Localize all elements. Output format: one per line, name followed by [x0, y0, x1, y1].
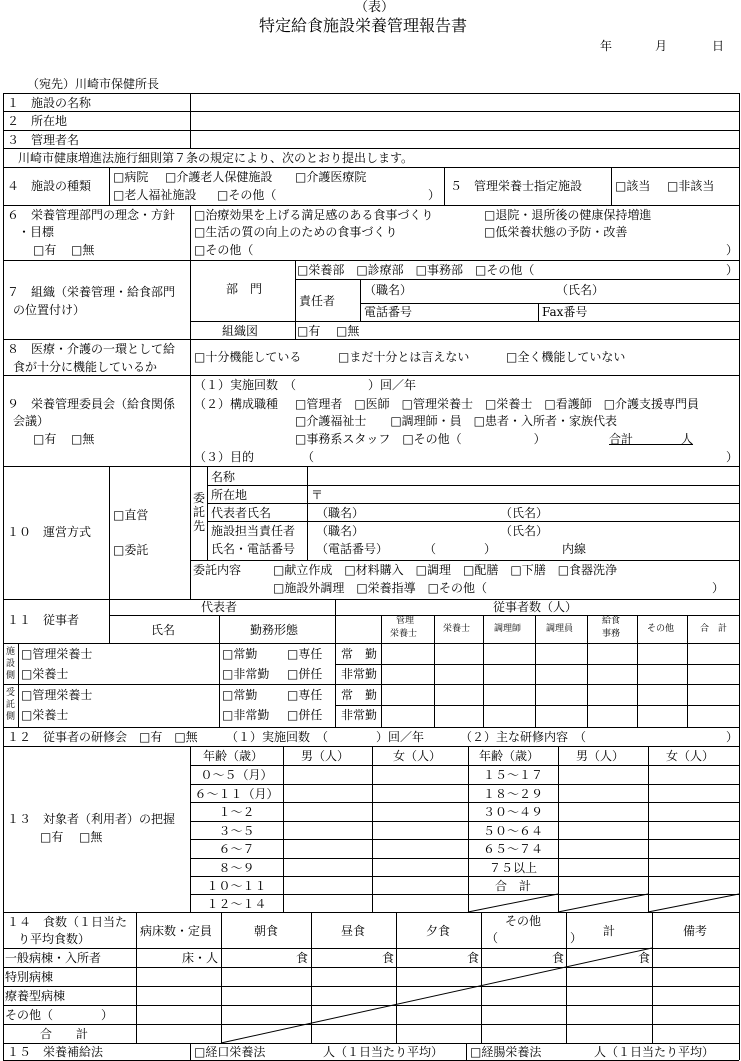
philosophy-opt-other[interactable]: □その他（	[194, 243, 254, 257]
facility-type-other-close: ）	[428, 188, 441, 202]
beds-unit: 床・人	[182, 951, 219, 965]
breakfast-header: 朝食	[254, 924, 279, 938]
committee-label: ９ 栄養管理委員会（給食関係	[7, 397, 176, 411]
meals-label: １４ 食数（１日当た	[7, 915, 128, 929]
dinner-unit: 食	[467, 951, 480, 965]
age-row: １０～１１	[206, 879, 267, 893]
philosophy-other-close: ）	[726, 243, 739, 257]
operation-direct[interactable]: □直営	[113, 508, 149, 522]
facility-rd-check[interactable]: □管理栄養士	[21, 647, 93, 661]
oral-nutrition-check[interactable]: □経口栄養法	[194, 1045, 266, 1059]
nutrition-method-label: １５ 栄養補給法	[7, 1045, 104, 1059]
staff-count-header: 従事者数（人）	[493, 600, 578, 614]
committee-yes[interactable]: □有	[33, 432, 57, 446]
contract-side-2: 託	[6, 700, 16, 710]
functioning-label-2: 食が十分に機能しているか	[13, 360, 158, 374]
meal-row-longterm: 療養型病棟	[5, 989, 66, 1003]
organization-label: ７ 組織（栄養管理・給食部門	[7, 285, 176, 299]
age-row: ０～５（月）	[200, 768, 273, 782]
enteral-nutrition-check[interactable]: □経腸栄養法	[470, 1045, 542, 1059]
users-no[interactable]: □無	[79, 830, 103, 844]
contractor-person-label-2: 氏名・電話番号	[211, 542, 296, 556]
contract-side-1: 受	[6, 688, 16, 698]
meal-row-other: その他（ ）	[5, 1008, 114, 1022]
training-count: （１）実施回数 （ ）回／年	[226, 730, 425, 744]
col-serve-1: 給食	[602, 616, 621, 626]
committee-purpose-label: （３）目的	[194, 450, 255, 464]
staff-form-col: 勤務形態	[250, 623, 299, 637]
org-chart-label: 組織図	[222, 324, 259, 338]
administrator-field[interactable]	[193, 132, 737, 147]
sum-unit: 食	[638, 951, 651, 965]
date-month-label: 月	[655, 39, 668, 53]
contractor-rep-name: （氏名）	[500, 506, 549, 520]
contractor-person-title: （職名）	[316, 524, 365, 538]
meal-row-general: 一般病棟・入所者	[5, 951, 102, 965]
address-field[interactable]	[193, 113, 737, 128]
committee-purpose-open: （	[302, 450, 315, 464]
contract-fulltime-row: 常 勤	[341, 688, 378, 702]
training-content-close: ）	[726, 730, 739, 744]
contractor-address-label: 所在地	[211, 488, 248, 502]
manager-fax-label: Fax番号	[542, 305, 588, 319]
facility-dedicated-check[interactable]: □専任	[287, 647, 323, 661]
oral-nutrition-unit: 人（１日当たり平均）	[323, 1045, 444, 1059]
page-title: 特定給食施設栄養管理報告書	[259, 16, 468, 35]
philosophy-opt-qol[interactable]: □生活の質の向上のための食事づくり	[194, 225, 398, 239]
facility-type-other[interactable]: □その他（	[217, 188, 277, 202]
committee-members-row2[interactable]: □介護福祉士 □調理師・員 □患者・入所者・家族代表	[295, 414, 618, 428]
training-label[interactable]: １２ 従事者の研修会 □有 □無	[7, 730, 198, 744]
meal-row-special: 特別病棟	[5, 970, 54, 984]
administrator-label: ３ 管理者名	[7, 133, 80, 147]
other-header-paren: （ ）	[486, 931, 583, 945]
contract-scope-close: ）	[712, 581, 725, 595]
col-rd-2: 栄養士	[390, 629, 418, 639]
lunch-unit: 食	[382, 951, 395, 965]
facility-type-rouken[interactable]: □介護老人保健施設	[165, 170, 273, 184]
contract-scope-row2[interactable]: □施設外調理 □栄養指導 □その他（	[273, 581, 488, 595]
contract-scope-label: 委託内容	[193, 563, 242, 577]
contract-fulltime-check[interactable]: □常勤	[222, 688, 258, 702]
functioning-opt-none[interactable]: □全く機能していない	[506, 350, 626, 364]
philosophy-yes[interactable]: □有	[33, 243, 57, 257]
committee-members-label: （２）構成職種	[194, 397, 279, 411]
remarks-header: 備考	[683, 924, 708, 938]
manager-phone-label: 電話番号	[364, 305, 413, 319]
training-content: （２）主な研修内容 （	[460, 730, 587, 744]
users-label: １３ 対象者（利用者）の把握	[7, 812, 176, 826]
contract-parttime-check[interactable]: □非常勤	[222, 708, 270, 722]
facility-type-rojin[interactable]: □老人福祉施設	[113, 188, 197, 202]
committee-members-row1[interactable]: □管理者 □医師 □管理栄養士 □栄養士 □看護師 □介護支援専門員	[295, 397, 700, 411]
col-other: その他	[647, 624, 675, 634]
philosophy-opt-discharge[interactable]: □退院・退所後の健康保持増進	[484, 208, 652, 222]
age-row: １８～２９	[482, 787, 543, 801]
age-row: ３～５	[218, 824, 255, 838]
philosophy-label: ６ 栄養管理部門の理念・方針	[7, 208, 176, 222]
age-row: ３０～４９	[482, 805, 543, 819]
age-row: ７５以上	[488, 861, 537, 875]
facility-parttime-check[interactable]: □非常勤	[222, 667, 270, 681]
contract-parttime-row: 非常勤	[341, 708, 378, 722]
date-year-label: 年	[600, 39, 613, 53]
date-day-label: 日	[712, 39, 725, 53]
manager-name-label: （氏名）	[556, 283, 605, 297]
facility-parttime-row: 非常勤	[341, 667, 378, 681]
operation-label: １０ 運営方式	[7, 525, 92, 539]
contract-rd-check[interactable]: □管理栄養士	[21, 688, 93, 702]
functioning-opt-partial[interactable]: □まだ十分とは言えない	[338, 350, 470, 364]
male-header-right: 男（人）	[576, 749, 625, 763]
contractor-char-2: 託	[193, 505, 206, 519]
contractor-rep-title: （職名）	[316, 506, 365, 520]
beds-header: 病床数・定員	[140, 924, 213, 938]
front-mark: （表）	[355, 0, 395, 15]
org-chart-no[interactable]: □無	[336, 324, 360, 338]
col-total: 合 計	[700, 624, 728, 634]
committee-no[interactable]: □無	[71, 432, 95, 446]
col-cook: 調理師	[494, 624, 522, 634]
staff-rep-header: 代表者	[201, 600, 238, 614]
committee-count: （１）実施回数 （ ）回／年	[194, 378, 417, 392]
facility-concurrent-check[interactable]: □併任	[287, 667, 323, 681]
org-chart-yes[interactable]: □有	[297, 324, 321, 338]
contractor-char-3: 先	[193, 519, 206, 533]
contract-concurrent-check[interactable]: □併任	[287, 708, 323, 722]
committee-label-2: 会議）	[13, 414, 50, 428]
staff-label: １１ 従事者	[7, 613, 80, 627]
facility-fulltime-check[interactable]: □常勤	[222, 647, 258, 661]
address-label: ２ 所在地	[7, 114, 68, 128]
contract-nut-check[interactable]: □栄養士	[21, 708, 69, 722]
age-row: ５０～６４	[482, 824, 543, 838]
age-row: １～２	[218, 805, 255, 819]
other-header: その他	[505, 914, 542, 928]
female-header-left: 女（人）	[393, 749, 442, 763]
col-cook-staff: 調理員	[546, 624, 574, 634]
contractor-person-phone: （電話番号） （ ） 内線	[316, 542, 587, 556]
facility-side-1: 施	[6, 647, 16, 657]
department-close: ）	[726, 263, 739, 277]
sum-header: 計	[603, 924, 616, 938]
philosophy-label-2: ・目標	[18, 225, 55, 239]
facility-type-hospital[interactable]: □病院	[113, 170, 149, 184]
female-header-right: 女（人）	[666, 749, 715, 763]
facility-side-2: 設	[6, 659, 16, 669]
contract-side-3: 側	[6, 712, 16, 722]
age-header-left: 年齢（歳）	[203, 749, 264, 763]
designated-facility-label: ５ 管理栄養士指定施設	[450, 179, 583, 193]
contractor-person-name: （氏名）	[500, 524, 549, 538]
enteral-nutrition-unit: 人（１日当たり平均）	[594, 1045, 715, 1059]
addressee: （宛先）川崎市保健所長	[27, 77, 160, 91]
age-row: ８～９	[218, 861, 255, 875]
functioning-label: ８ 医療・介護の一環として給	[7, 342, 176, 356]
functioning-opt-full[interactable]: □十分機能している	[194, 350, 302, 364]
organization-label-2: の位置付け）	[13, 303, 86, 317]
committee-total: 合計 人	[609, 432, 694, 446]
facility-name-field[interactable]	[193, 95, 737, 110]
postal-mark: 〒	[311, 488, 324, 502]
manager-title-label: （職名）	[364, 283, 413, 297]
facility-nut-check[interactable]: □栄養士	[21, 667, 69, 681]
operation-contract[interactable]: □委託	[113, 543, 149, 557]
contractor-person-label: 施設担当責任者	[211, 524, 296, 538]
dinner-header: 夕食	[426, 924, 451, 938]
age-row: ６５～７４	[482, 842, 543, 856]
lunch-header: 昼食	[341, 924, 366, 938]
meals-label-2: り平均食数）	[18, 932, 91, 946]
facility-fulltime-row: 常 勤	[341, 647, 378, 661]
contractor-rep-label: 代表者氏名	[211, 506, 272, 520]
contract-dedicated-check[interactable]: □専任	[287, 688, 323, 702]
facility-type-iryoin[interactable]: □介護医療院	[295, 170, 367, 184]
philosophy-no[interactable]: □無	[71, 243, 95, 257]
age-row: １５～１７	[482, 768, 543, 782]
designated-no[interactable]: □非該当	[667, 179, 715, 193]
contractor-char-1: 委	[193, 491, 206, 505]
philosophy-opt-treatment[interactable]: □治療効果を上げる満足感のある食事づくり	[194, 208, 434, 222]
age-row: ６～１１（月）	[194, 787, 279, 801]
committee-members-row3[interactable]: □事務系スタッフ □その他（ ）	[295, 432, 546, 446]
department-label: 部 門	[226, 282, 263, 296]
meal-row-total: 合 計	[40, 1027, 89, 1041]
col-nutritionist: 栄養士	[443, 624, 471, 634]
contract-scope-row1[interactable]: □献立作成 □材料購入 □調理 □配膳 □下膳 □食器洗浄	[273, 563, 618, 577]
manager-label: 責任者	[299, 294, 336, 308]
users-yes[interactable]: □有	[40, 830, 64, 844]
department-options[interactable]: □栄養部 □診療部 □事務部 □その他（	[297, 263, 535, 277]
breakfast-unit: 食	[296, 951, 309, 965]
col-rd-1: 管理	[396, 616, 415, 626]
philosophy-opt-malnutrition[interactable]: □低栄養状態の予防・改善	[484, 225, 628, 239]
contractor-name-label: 名称	[211, 470, 236, 484]
age-row: ６～７	[218, 842, 255, 856]
age-total-row: 合 計	[494, 879, 531, 893]
age-header-right: 年齢（歳）	[479, 749, 540, 763]
committee-purpose-close: ）	[726, 450, 739, 464]
col-serve-2: 事務	[602, 629, 621, 639]
intro-statement: 川崎市健康増進法施行細則第７条の規定により、次のとおり提出します。	[18, 151, 414, 165]
facility-type-label: ４ 施設の種類	[7, 179, 92, 193]
other-unit: 食	[552, 951, 565, 965]
age-row: １２～１４	[206, 897, 267, 911]
male-header-left: 男（人）	[301, 749, 350, 763]
facility-name-label: １ 施設の名称	[7, 96, 92, 110]
staff-name-col: 氏名	[151, 623, 176, 637]
facility-side-3: 側	[6, 671, 16, 681]
designated-yes[interactable]: □該当	[615, 179, 651, 193]
